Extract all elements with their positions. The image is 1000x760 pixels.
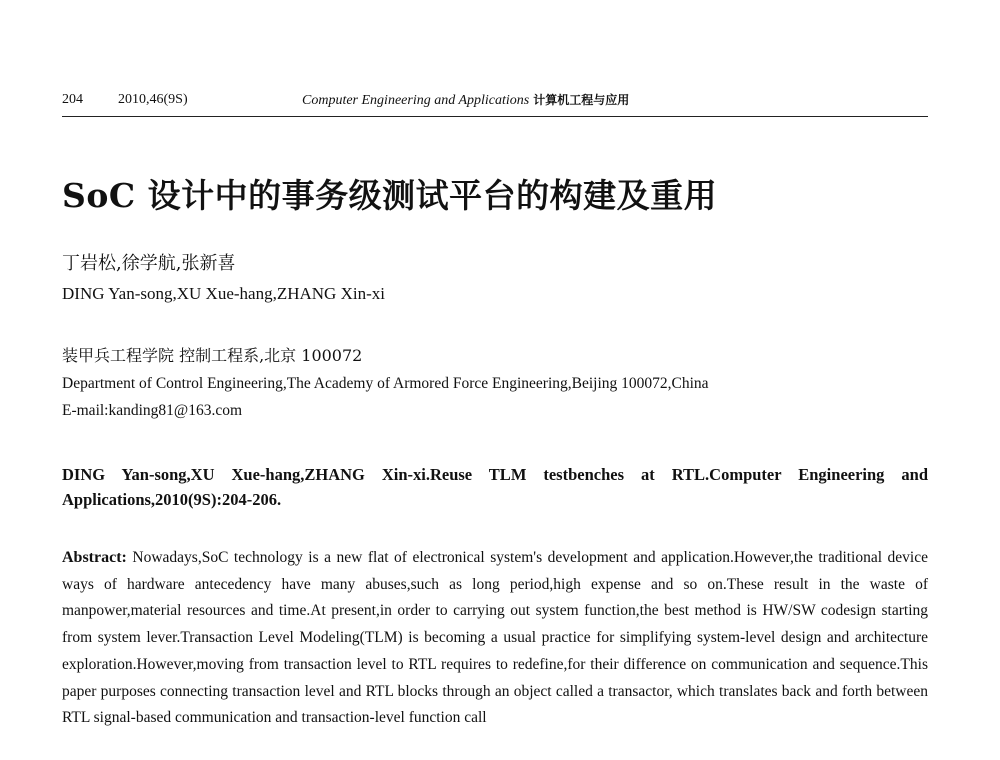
- authors-english: DING Yan-song,XU Xue-hang,ZHANG Xin-xi: [62, 284, 385, 303]
- issue-info: 2010,46(9S): [118, 92, 188, 107]
- authors-chinese: 丁岩松,徐学航,张新喜: [62, 253, 236, 274]
- paper-title: SoC 设计中的事务级测试平台的构建及重用: [62, 176, 718, 215]
- abstract-label: Abstract:: [62, 549, 127, 566]
- journal-name-cn: 计算机工程与应用: [533, 93, 630, 107]
- journal-name-en: Computer Engineering and Applications: [302, 93, 530, 108]
- citation: DING Yan-song,XU Xue-hang,ZHANG Xin-xi.Reuse TLM testbenches at RTL.Computer Engineering and Applications,2010(9S):204-206.: [62, 465, 928, 509]
- author-email: E-mail:kanding81@163.com: [62, 402, 243, 419]
- running-header: [62, 89, 928, 113]
- header-rule: [62, 116, 928, 117]
- abstract: [62, 545, 928, 732]
- abstract-text: Nowadays,SoC technology is a new flat of electronical system's development and application.However,the traditional device ways of hardware antecedency have many abuses,such as long period,high expense and so on.These result in the waste of manpower,material resources and time.At present,in order to carrying out system function,the best method is HW/SW codesign starting from system lever.Transaction Level Modeling(TLM) is becoming a usual practice for simplifying system-level design and architecture exploration.However,moving from transaction level to RTL requires to redefine,for their difference on communication and sequence.This paper purposes connecting transaction level and RTL blocks through an object called a transactor, which translates back and forth between RTL signal-based communication and transaction-level function call: [62, 549, 929, 727]
- page-number: 204: [62, 92, 83, 107]
- journal-name: [302, 91, 629, 109]
- affiliation-chinese: 装甲兵工程学院 控制工程系,北京 100072: [62, 346, 363, 365]
- affiliation-english: Department of Control Engineering,The Academy of Armored Force Engineering,Beijing 100072,China: [62, 375, 709, 392]
